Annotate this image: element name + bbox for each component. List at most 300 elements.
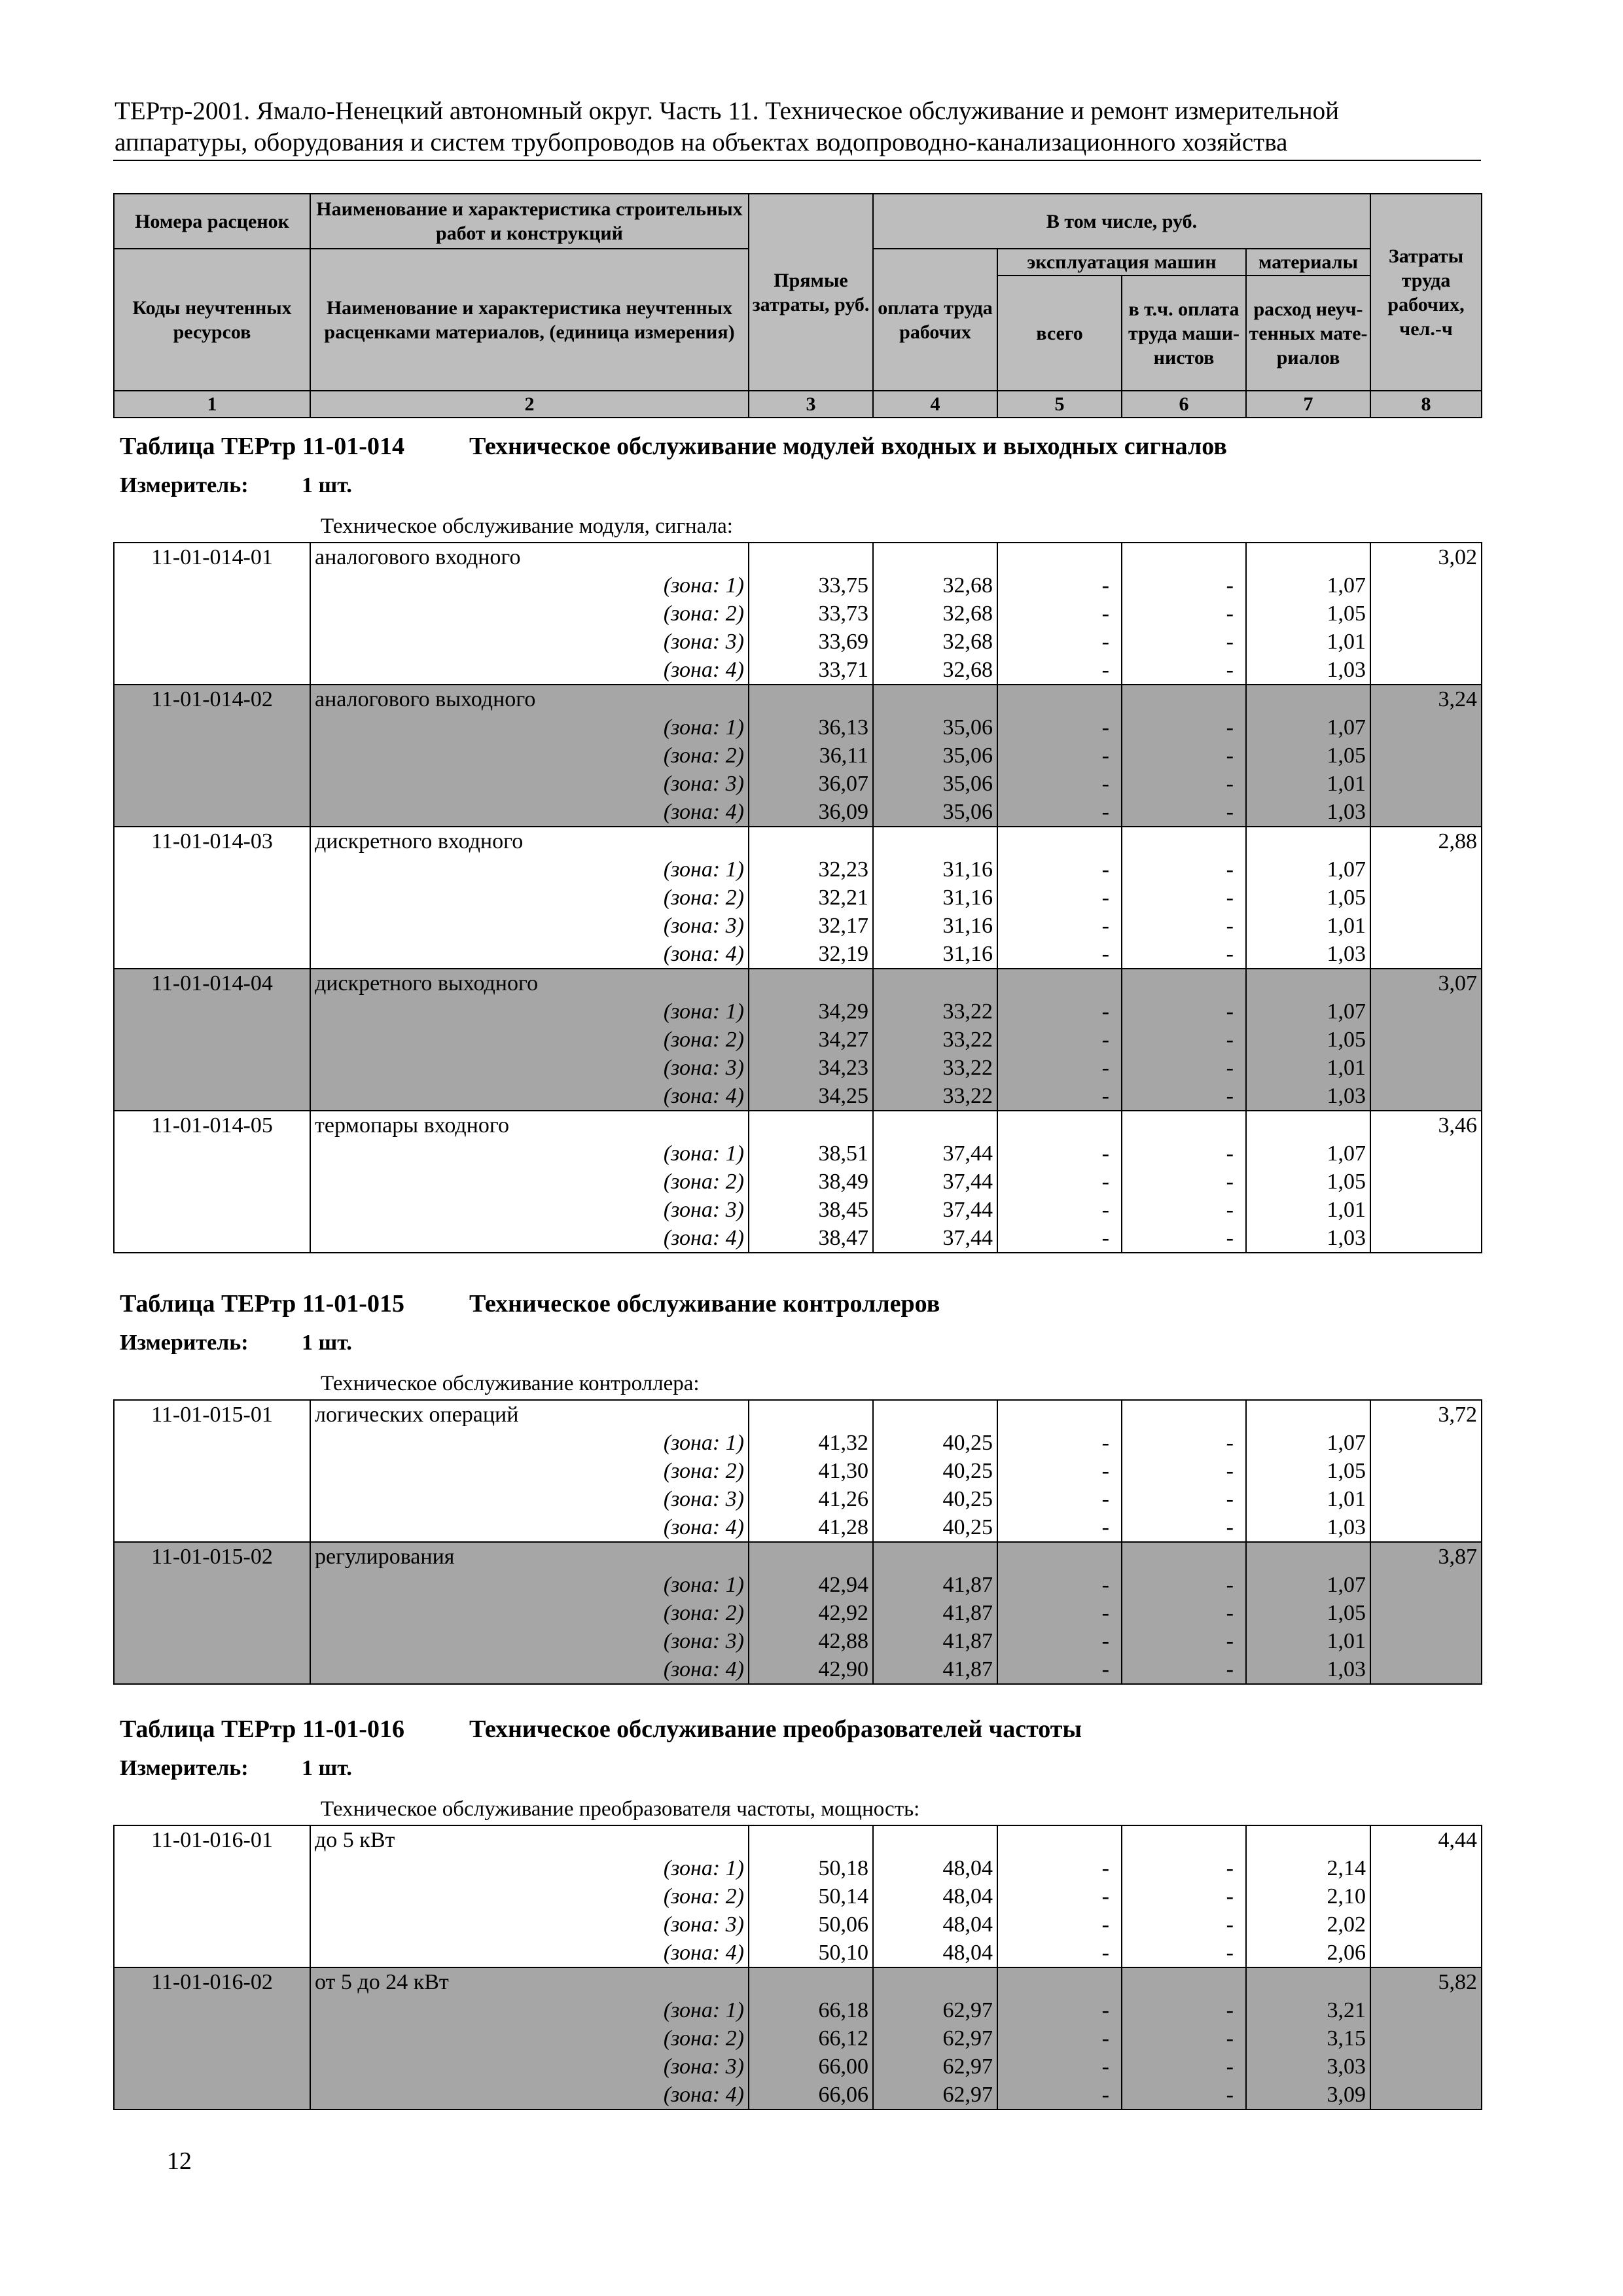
page-number: 12 (167, 2147, 192, 2175)
wage-cost: 37,44 (873, 1224, 997, 1253)
empty-cell (749, 827, 873, 855)
section-title: Техническое обслуживание контроллеров (469, 1290, 940, 1318)
machines-cost: - (997, 1939, 1122, 1967)
rate-name: дискретного выходного (310, 969, 749, 997)
section-intro: Техническое обслуживание контроллера: (321, 1372, 700, 1395)
materials-cost: 1,05 (1246, 1599, 1370, 1627)
empty-cell (997, 1825, 1122, 1854)
empty-cell (114, 1054, 310, 1082)
zone-row (114, 997, 1482, 1026)
machinists-cost: - (1122, 1513, 1246, 1542)
empty-cell (114, 912, 310, 940)
empty-cell (114, 1429, 310, 1457)
rate-labor: 2,88 (1370, 827, 1482, 855)
rate-code: 11-01-015-01 (114, 1400, 310, 1429)
empty-cell (1122, 1825, 1246, 1854)
machinists-cost: - (1122, 1026, 1246, 1054)
wage-cost: 37,44 (873, 1139, 997, 1168)
empty-cell (1370, 798, 1482, 827)
col-number-2: 2 (310, 391, 749, 418)
machines-cost: - (997, 798, 1122, 827)
empty-cell (114, 1996, 310, 2024)
rate-item (114, 969, 1482, 1111)
wage-cost: 41,87 (873, 1599, 997, 1627)
empty-cell (1370, 1513, 1482, 1542)
machines-cost: - (997, 1457, 1122, 1485)
machines-cost: - (997, 1139, 1122, 1168)
wage-cost: 48,04 (873, 1939, 997, 1967)
machinists-cost: - (1122, 2053, 1246, 2081)
direct-cost: 32,17 (749, 912, 873, 940)
direct-cost: 33,73 (749, 600, 873, 628)
zone-label: (зона: 4) (310, 940, 749, 969)
machines-cost: - (997, 940, 1122, 969)
empty-cell (1370, 770, 1482, 798)
materials-cost: 1,03 (1246, 1082, 1370, 1111)
empty-cell (1122, 969, 1246, 997)
zone-row (114, 713, 1482, 742)
empty-cell (114, 1485, 310, 1513)
direct-cost: 34,23 (749, 1054, 873, 1082)
rate-code: 11-01-014-02 (114, 685, 310, 713)
empty-cell (997, 1400, 1122, 1429)
zone-row (114, 600, 1482, 628)
direct-cost: 32,23 (749, 855, 873, 884)
materials-cost: 1,03 (1246, 798, 1370, 827)
zone-row (114, 1196, 1482, 1224)
rate-item-row (114, 1111, 1482, 1139)
wage-cost: 40,25 (873, 1513, 997, 1542)
zone-row (114, 1910, 1482, 1939)
rate-item-row (114, 543, 1482, 571)
empty-cell (1122, 827, 1246, 855)
col-wage-pay: оплата труда рабочих (873, 249, 997, 391)
direct-cost: 36,13 (749, 713, 873, 742)
zone-label: (зона: 3) (310, 2053, 749, 2081)
empty-cell (114, 1513, 310, 1542)
machines-cost: - (997, 2081, 1122, 2109)
zone-label: (зона: 4) (310, 656, 749, 685)
rate-item (114, 1400, 1482, 1542)
zone-row (114, 1429, 1482, 1457)
direct-cost: 38,47 (749, 1224, 873, 1253)
col-number-8: 8 (1370, 391, 1482, 418)
machinists-cost: - (1122, 912, 1246, 940)
zone-row (114, 2024, 1482, 2053)
empty-cell (1370, 1139, 1482, 1168)
empty-cell (749, 685, 873, 713)
materials-cost: 1,03 (1246, 1224, 1370, 1253)
empty-cell (1246, 1111, 1370, 1139)
empty-cell (1370, 2081, 1482, 2109)
zone-row (114, 1571, 1482, 1599)
machinists-cost: - (1122, 1054, 1246, 1082)
rate-item (114, 1825, 1482, 1967)
section-measure (120, 473, 352, 498)
direct-cost: 36,07 (749, 770, 873, 798)
zone-label: (зона: 2) (310, 1026, 749, 1054)
materials-cost: 1,07 (1246, 1429, 1370, 1457)
machines-cost: - (997, 2024, 1122, 2053)
empty-cell (1370, 884, 1482, 912)
wage-cost: 33,22 (873, 1054, 997, 1082)
machines-cost: - (997, 1599, 1122, 1627)
empty-cell (114, 1882, 310, 1910)
empty-cell (1370, 1196, 1482, 1224)
empty-cell (114, 2081, 310, 2109)
empty-cell (114, 713, 310, 742)
machines-cost: - (997, 571, 1122, 600)
section-measure (120, 1756, 352, 1781)
machinists-cost: - (1122, 2081, 1246, 2109)
measure-value: 1 шт. (302, 473, 352, 497)
empty-cell (1370, 1939, 1482, 1967)
col-name-unaccounted: Наименование и характеристика неучтенных расценками материалов, (единица измерения) (310, 249, 749, 391)
machinists-cost: - (1122, 656, 1246, 685)
machinists-cost: - (1122, 1429, 1246, 1457)
empty-cell (114, 770, 310, 798)
rate-item (114, 1111, 1482, 1253)
rate-name: аналогового входного (310, 543, 749, 571)
wage-cost: 41,87 (873, 1627, 997, 1655)
column-header-table (113, 193, 1482, 418)
zone-row (114, 798, 1482, 827)
zone-label: (зона: 1) (310, 713, 749, 742)
rate-name: от 5 до 24 кВт (310, 1967, 749, 1996)
wage-cost: 62,97 (873, 1996, 997, 2024)
measure-label: Измеритель: (120, 1756, 249, 1780)
machines-cost: - (997, 1196, 1122, 1224)
wage-cost: 62,97 (873, 2024, 997, 2053)
col-direct-costs: Прямые затраты, руб. (749, 194, 873, 391)
machinists-cost: - (1122, 1196, 1246, 1224)
wage-cost: 35,06 (873, 713, 997, 742)
wage-cost: 37,44 (873, 1168, 997, 1196)
zone-label: (зона: 3) (310, 1485, 749, 1513)
direct-cost: 41,30 (749, 1457, 873, 1485)
zone-row (114, 1224, 1482, 1253)
zone-label: (зона: 4) (310, 1513, 749, 1542)
section-table-code: Таблица ТЕРтр 11-01-015 (120, 1290, 404, 1318)
col-number-3: 3 (749, 391, 873, 418)
zone-row (114, 1054, 1482, 1082)
empty-cell (1370, 940, 1482, 969)
empty-cell (114, 656, 310, 685)
zone-label: (зона: 1) (310, 997, 749, 1026)
zone-row (114, 742, 1482, 770)
rate-item (114, 827, 1482, 969)
direct-cost: 66,00 (749, 2053, 873, 2081)
machinists-cost: - (1122, 1599, 1246, 1627)
empty-cell (1370, 2053, 1482, 2081)
direct-cost: 33,71 (749, 656, 873, 685)
zone-row (114, 2081, 1482, 2109)
machinists-cost: - (1122, 742, 1246, 770)
empty-cell (114, 1168, 310, 1196)
rate-code: 11-01-016-02 (114, 1967, 310, 1996)
empty-cell (1122, 1542, 1246, 1571)
empty-cell (114, 742, 310, 770)
machinists-cost: - (1122, 1939, 1246, 1967)
empty-cell (114, 571, 310, 600)
empty-cell (1370, 1429, 1482, 1457)
zone-label: (зона: 1) (310, 1996, 749, 2024)
zone-row (114, 912, 1482, 940)
col-rate-numbers: Номера расценок (114, 194, 310, 249)
empty-cell (1246, 1825, 1370, 1854)
empty-cell (114, 798, 310, 827)
direct-cost: 33,69 (749, 628, 873, 656)
empty-cell (1246, 1967, 1370, 1996)
machines-cost: - (997, 600, 1122, 628)
rate-item (114, 685, 1482, 827)
rate-name: аналогового выходного (310, 685, 749, 713)
empty-cell (1370, 600, 1482, 628)
wage-cost: 48,04 (873, 1854, 997, 1882)
wage-cost: 33,22 (873, 1082, 997, 1111)
machines-cost: - (997, 1910, 1122, 1939)
rate-code: 11-01-015-02 (114, 1542, 310, 1571)
empty-cell (749, 1111, 873, 1139)
wage-cost: 37,44 (873, 1196, 997, 1224)
running-header-line-2: аппаратуры, оборудования и систем трубопроводов на объектах водопроводно-канализационного хозяйства (115, 128, 1288, 156)
empty-cell (873, 827, 997, 855)
empty-cell (1370, 1485, 1482, 1513)
empty-cell (1370, 997, 1482, 1026)
empty-cell (114, 1139, 310, 1168)
empty-cell (1370, 742, 1482, 770)
wage-cost: 41,87 (873, 1655, 997, 1684)
empty-cell (1370, 1457, 1482, 1485)
machinists-cost: - (1122, 884, 1246, 912)
zone-row (114, 656, 1482, 685)
machinists-cost: - (1122, 1627, 1246, 1655)
wage-cost: 32,68 (873, 656, 997, 685)
empty-cell (114, 1599, 310, 1627)
col-codes: Коды неучтенных ресурсов (114, 249, 310, 391)
materials-cost: 3,09 (1246, 2081, 1370, 2109)
machines-cost: - (997, 742, 1122, 770)
empty-cell (873, 1825, 997, 1854)
zone-row (114, 1485, 1482, 1513)
empty-cell (1122, 1967, 1246, 1996)
machinists-cost: - (1122, 1485, 1246, 1513)
machinists-cost: - (1122, 1655, 1246, 1684)
wage-cost: 62,97 (873, 2081, 997, 2109)
zone-row (114, 1854, 1482, 1882)
rates-table (113, 1825, 1482, 2110)
empty-cell (114, 1457, 310, 1485)
zone-label: (зона: 3) (310, 1054, 749, 1082)
direct-cost: 41,26 (749, 1485, 873, 1513)
col-unaccounted-materials: расход неуч-тенных мате-риалов (1246, 276, 1370, 391)
empty-cell (997, 685, 1122, 713)
zone-row (114, 1655, 1482, 1684)
empty-cell (114, 855, 310, 884)
empty-cell (114, 2024, 310, 2053)
direct-cost: 42,88 (749, 1627, 873, 1655)
empty-cell (749, 543, 873, 571)
direct-cost: 50,14 (749, 1882, 873, 1910)
empty-cell (1370, 1882, 1482, 1910)
zone-row (114, 1139, 1482, 1168)
empty-cell (1370, 2024, 1482, 2053)
section-measure (120, 1331, 352, 1355)
wage-cost: 31,16 (873, 912, 997, 940)
empty-cell (1122, 1111, 1246, 1139)
wage-cost: 40,25 (873, 1457, 997, 1485)
zone-row (114, 1457, 1482, 1485)
empty-cell (873, 1542, 997, 1571)
empty-cell (1370, 571, 1482, 600)
zone-label: (зона: 3) (310, 1910, 749, 1939)
rate-item-row (114, 685, 1482, 713)
empty-cell (114, 1910, 310, 1939)
empty-cell (1370, 1054, 1482, 1082)
machines-cost: - (997, 855, 1122, 884)
machines-cost: - (997, 1571, 1122, 1599)
machines-cost: - (997, 1054, 1122, 1082)
materials-cost: 1,01 (1246, 628, 1370, 656)
machines-cost: - (997, 1854, 1122, 1882)
machines-cost: - (997, 1224, 1122, 1253)
empty-cell (1370, 1627, 1482, 1655)
empty-cell (114, 628, 310, 656)
machinists-cost: - (1122, 1457, 1246, 1485)
zone-row (114, 884, 1482, 912)
rate-item-row (114, 1967, 1482, 1996)
col-machine-operation: эксплуатация машин (997, 249, 1246, 276)
rate-item (114, 1967, 1482, 2109)
section-heading (120, 1289, 940, 1318)
wage-cost: 35,06 (873, 742, 997, 770)
rate-item-row (114, 1825, 1482, 1854)
direct-cost: 33,75 (749, 571, 873, 600)
measure-label: Измеритель: (120, 473, 249, 497)
empty-cell (1370, 713, 1482, 742)
zone-label: (зона: 2) (310, 1457, 749, 1485)
zone-label: (зона: 3) (310, 912, 749, 940)
machines-cost: - (997, 2053, 1122, 2081)
wage-cost: 32,68 (873, 628, 997, 656)
machinists-cost: - (1122, 940, 1246, 969)
machines-cost: - (997, 912, 1122, 940)
rate-labor: 3,72 (1370, 1400, 1482, 1429)
empty-cell (114, 997, 310, 1026)
machinists-cost: - (1122, 1882, 1246, 1910)
empty-cell (1122, 1400, 1246, 1429)
machines-cost: - (997, 770, 1122, 798)
materials-cost: 2,14 (1246, 1854, 1370, 1882)
machines-cost: - (997, 628, 1122, 656)
direct-cost: 34,29 (749, 997, 873, 1026)
section-title: Техническое обслуживание преобразователей частоты (469, 1715, 1082, 1743)
machinists-cost: - (1122, 1996, 1246, 2024)
empty-cell (114, 1196, 310, 1224)
empty-cell (1370, 855, 1482, 884)
wage-cost: 31,16 (873, 884, 997, 912)
wage-cost: 48,04 (873, 1910, 997, 1939)
machinists-cost: - (1122, 1910, 1246, 1939)
machinists-cost: - (1122, 571, 1246, 600)
rate-name: регулирования (310, 1542, 749, 1571)
direct-cost: 38,49 (749, 1168, 873, 1196)
wage-cost: 62,97 (873, 2053, 997, 2081)
zone-row (114, 855, 1482, 884)
machines-cost: - (997, 1026, 1122, 1054)
zone-row (114, 1627, 1482, 1655)
zone-row (114, 2053, 1482, 2081)
machinists-cost: - (1122, 1168, 1246, 1196)
materials-cost: 1,03 (1246, 1513, 1370, 1542)
direct-cost: 66,12 (749, 2024, 873, 2053)
machinists-cost: - (1122, 628, 1246, 656)
section-table-code: Таблица ТЕРтр 11-01-016 (120, 1715, 404, 1743)
machinists-cost: - (1122, 1571, 1246, 1599)
wage-cost: 41,87 (873, 1571, 997, 1599)
materials-cost: 1,07 (1246, 1139, 1370, 1168)
rate-labor: 4,44 (1370, 1825, 1482, 1854)
machines-cost: - (997, 1082, 1122, 1111)
zone-label: (зона: 3) (310, 1627, 749, 1655)
direct-cost: 50,10 (749, 1939, 873, 1967)
direct-cost: 38,45 (749, 1196, 873, 1224)
rate-name: дискретного входного (310, 827, 749, 855)
direct-cost: 41,28 (749, 1513, 873, 1542)
empty-cell (1370, 1655, 1482, 1684)
materials-cost: 1,01 (1246, 1054, 1370, 1082)
zone-label: (зона: 1) (310, 571, 749, 600)
empty-cell (114, 884, 310, 912)
rate-code: 11-01-014-03 (114, 827, 310, 855)
empty-cell (1246, 543, 1370, 571)
section-title: Техническое обслуживание модулей входных и выходных сигналов (469, 433, 1227, 460)
empty-cell (1370, 1910, 1482, 1939)
zone-label: (зона: 1) (310, 1571, 749, 1599)
empty-cell (997, 543, 1122, 571)
empty-cell (749, 1542, 873, 1571)
zone-label: (зона: 1) (310, 1429, 749, 1457)
machines-cost: - (997, 1513, 1122, 1542)
zone-row (114, 1168, 1482, 1196)
zone-label: (зона: 2) (310, 2024, 749, 2053)
rate-item (114, 543, 1482, 685)
wage-cost: 40,25 (873, 1485, 997, 1513)
zone-label: (зона: 3) (310, 1196, 749, 1224)
zone-label: (зона: 3) (310, 628, 749, 656)
zone-row (114, 1882, 1482, 1910)
empty-cell (114, 1082, 310, 1111)
empty-cell (873, 969, 997, 997)
materials-cost: 1,07 (1246, 571, 1370, 600)
empty-cell (114, 1571, 310, 1599)
machinists-cost: - (1122, 798, 1246, 827)
machines-cost: - (997, 656, 1122, 685)
machinists-cost: - (1122, 1854, 1246, 1882)
running-header-line-1: ТЕРтр-2001. Ямало-Ненецкий автономный округ. Часть 11. Техническое обслуживание и ремонт измерительной (115, 97, 1339, 125)
zone-label: (зона: 4) (310, 1082, 749, 1111)
wage-cost: 48,04 (873, 1882, 997, 1910)
zone-row (114, 628, 1482, 656)
rate-name: до 5 кВт (310, 1825, 749, 1854)
machinists-cost: - (1122, 1139, 1246, 1168)
machines-cost: - (997, 1168, 1122, 1196)
empty-cell (1246, 969, 1370, 997)
machines-cost: - (997, 1429, 1122, 1457)
empty-cell (114, 1939, 310, 1967)
zone-label: (зона: 2) (310, 1599, 749, 1627)
zone-label: (зона: 2) (310, 1168, 749, 1196)
